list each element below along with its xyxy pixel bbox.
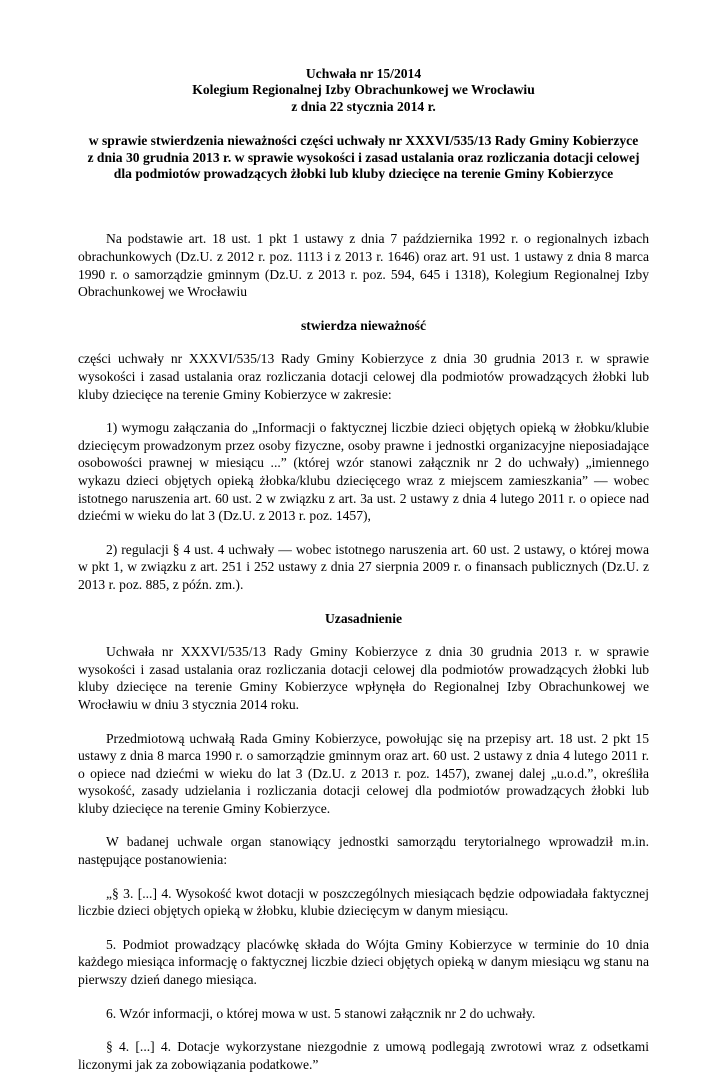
resolution-date: z dnia 22 stycznia 2014 r. — [291, 98, 436, 114]
quoted-provision-1: „§ 3. [...] 4. Wysokość kwot dotacji w poszczególnych miesiącach będzie odpowiadała faktycznej liczbie dzieci objętych opieką w żłobku, klubie dziecięcym w danym miesiącu. — [78, 885, 649, 919]
quoted-provision-4: § 4. [...] 4. Dotacje wykorzystane niezgodnie z umową podlegają zwrotowi wraz z odsetkami liczonymi jak za zobowiązania podatkowe.” — [78, 1039, 649, 1072]
resolution-number: Uchwała nr 15/2014 — [305, 66, 422, 81]
subject-line-1: w sprawie stwierdzenia nieważności części uchwały nr XXXVI/535/13 Rady Gminy Kobierzyce — [88, 133, 639, 149]
subject-line-2: z dnia 30 grudnia 2013 r. w sprawie wysokości i zasad ustalania oraz rozliczania dotacji celowej — [87, 149, 640, 165]
decision-heading: stwierdza nieważność — [301, 317, 426, 333]
justification-heading: Uzasadnienie — [324, 610, 403, 626]
justification-paragraph-1: Uchwała nr XXXVI/535/13 Rady Gminy Kobierzyce z dnia 30 grudnia 2013 r. w sprawie wysokości i zasad ustalania oraz rozliczania dotacji celowej dla podmiotów prowadzących żłobki lub kluby dziecięce na terenie Gminy Kobierzyce wpłynęła do Regionalnej Izby Obrachunkowej we Wrocławiu w dniu 3 stycznia 2014 roku. — [78, 644, 649, 712]
decision-item-1: 1) wymogu załączania do „Informacji o faktycznej liczbie dzieci objętych opieką w żłobku/klubie dziecięcym prowadzonym przez osoby fizyczne, osoby prawne i jednostki organizacyjne nieposiadające osobowości prawnej w miesiącu ...” (której wzór stanowi załącznik nr 2 do uchwały) „imiennego wykazu dzieci objętych opieką żłobka/klubu dziecięcego wraz z miejscem zamieszkania” — wobec istotnego naruszenia art. 60 ust. 2 w związku z art. 3a ust. 2 ustawy z dnia 4 lutego 2011 r. o opiece nad dziećmi w wieku do lat 3 (Dz.U. z 2013 r. poz. 1457), — [78, 420, 649, 524]
preamble-paragraph: Na podstawie art. 18 ust. 1 pkt 1 ustawy z dnia 7 października 1992 r. o regionalnych izbach obrachunkowych (Dz.U. z 2012 r. poz. 1113 i z 2013 r. 1646) oraz art. 91 ust. 1 ustawy z dnia 8 marca 1990 r. o samorządzie gminnym (Dz.U. z 2013 r. poz. 594, 645 i 1318), Kolegium Regionalnej Izby Obrachunkowej we Wrocławiu — [78, 231, 649, 300]
scope-paragraph: części uchwały nr XXXVI/535/13 Rady Gminy Kobierzyce z dnia 30 grudnia 2013 r. w sprawie wysokości i zasad ustalania oraz rozliczania dotacji celowej dla podmiotów prowadzących żłobki lub kluby dziecięce na terenie Gminy Kobierzyce w zakresie: — [78, 351, 649, 402]
issuing-body: Kolegium Regionalnej Izby Obrachunkowej we Wrocławiu — [192, 82, 535, 98]
decision-item-2: 2) regulacji § 4 ust. 4 uchwały — wobec istotnego naruszenia art. 60 ust. 2 ustawy, o której mowa w pkt 1, w związku z art. 251 i 252 ustawy z dnia 27 sierpnia 2009 r. o finansach publicznych (Dz.U. z 2013 r. poz. 885, z późn. zm.). — [78, 541, 649, 592]
resolution-header — [78, 66, 649, 115]
quoted-provision-2: 5. Podmiot prowadzący placówkę składa do Wójta Gminy Kobierzyce w terminie do 10 dnia każdego miesiąca informację o faktycznej liczbie dzieci objętych opieką w danym miesiącu wg stanu na pierwszy dzień danego miesiąca. — [78, 936, 649, 988]
resolution-subject — [78, 133, 649, 182]
justification-paragraph-2: Przedmiotową uchwałą Rada Gminy Kobierzyce, powołując się na przepisy art. 18 ust. 2 pkt 15 ustawy z dnia 8 marca 1990 r. o samorządzie gminnym oraz art. 60 ust. 2 ustawy z dnia 4 lutego 2011 r. o opiece nad dziećmi w wieku do lat 3 (Dz.U. z 2013 r. poz. 1457), zwanej dalej „u.o.d.”, określiła wysokość, zasady udzielania i rozliczania dotacji celowej dla podmiotów prowadzących żłobki lub kluby dziecięce na terenie Gminy Kobierzyce. — [78, 730, 649, 816]
justification-paragraph-3: W badanej uchwale organ stanowiący jednostki samorządu terytorialnego wprowadził m.in. następujące postanowienia: — [78, 834, 649, 868]
document-page — [78, 66, 649, 1073]
subject-line-3: dla podmiotów prowadzących żłobki lub kluby dziecięce na terenie Gminy Kobierzyce — [113, 166, 614, 182]
quoted-provision-3: 6. Wzór informacji, o której mowa w ust. 5 stanowi załącznik nr 2 do uchwały. — [106, 1005, 536, 1021]
